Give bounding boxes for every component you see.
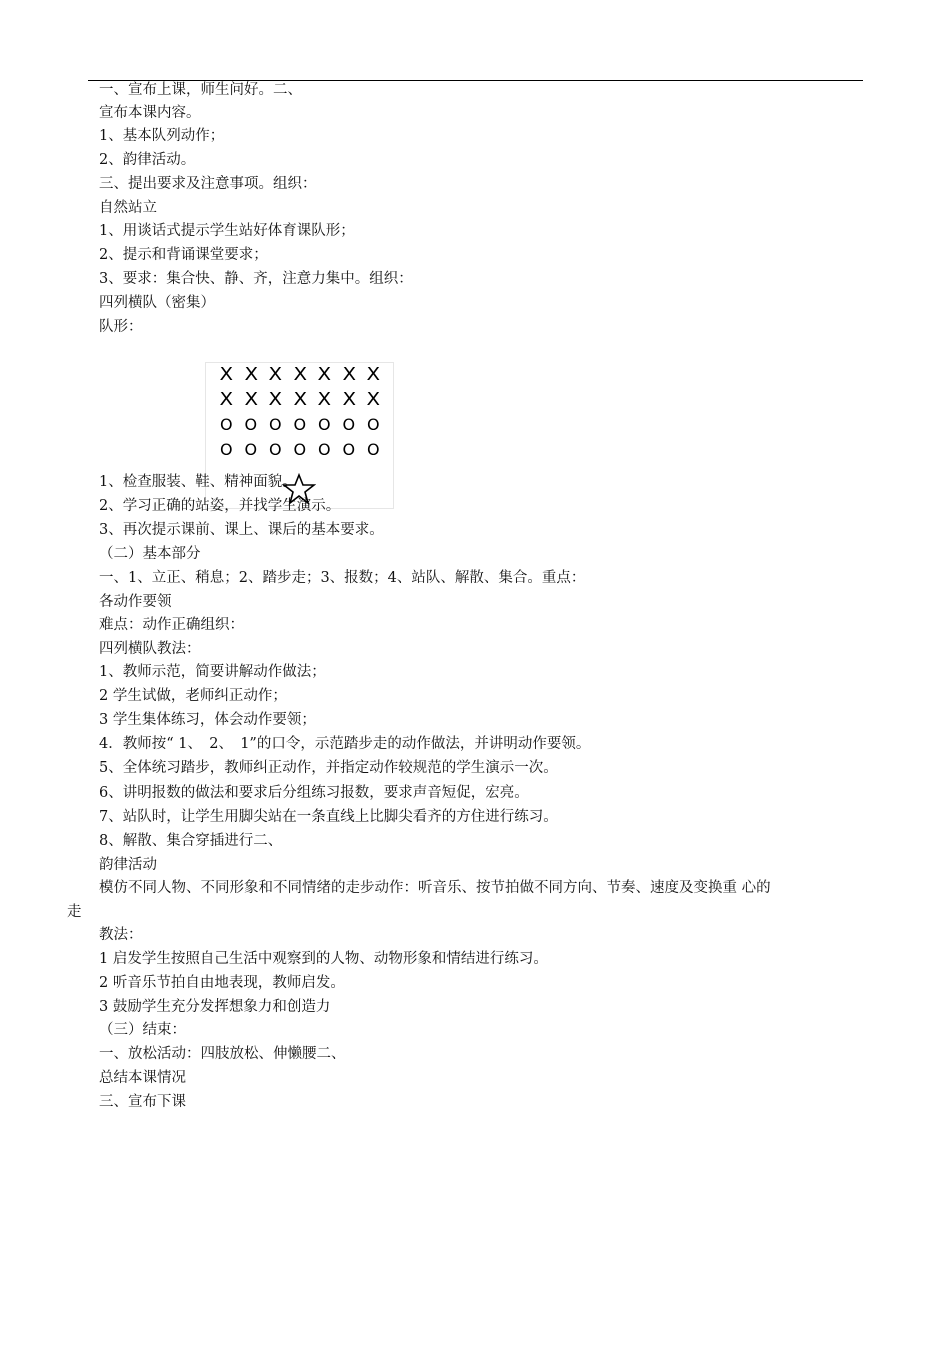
doc-line: 宣布本课内容。: [99, 105, 201, 121]
student-o-mark: O: [366, 440, 380, 459]
student-x-mark: X: [219, 389, 234, 410]
doc-line: 三、宣布下课: [99, 1094, 186, 1110]
doc-line: 6、讲明报数的做法和要求后分组练习报数，要求声音短促，宏亮。: [99, 785, 529, 801]
student-x-mark: X: [366, 364, 381, 385]
section-heading: （三）结束：: [99, 1022, 186, 1038]
student-o-mark: O: [366, 415, 380, 434]
doc-line: 队形：: [99, 319, 143, 335]
student-o-mark: O: [293, 440, 307, 459]
doc-line: 2、学习正确的站姿，并找学生演示。: [99, 498, 341, 514]
formation-row: [214, 365, 386, 385]
formation-row: [214, 440, 386, 460]
section-heading: （二）基本部分: [99, 546, 201, 562]
doc-line: 2 听音乐节拍自由地表现，教师启发。: [99, 975, 345, 991]
doc-line: 4．教师按“ 1、 2、 1”的口令，示范踏步走的动作做法，并讲明动作要领。: [99, 736, 591, 752]
doc-line: 难点：动作正确组织：: [99, 617, 244, 633]
student-x-mark: X: [366, 389, 381, 410]
doc-line: 四列横队教法：: [99, 641, 201, 657]
student-o-mark: O: [219, 440, 233, 459]
student-x-mark: X: [292, 364, 307, 385]
doc-line: 总结本课情况: [99, 1070, 186, 1086]
student-o-mark: O: [342, 440, 356, 459]
doc-line: 四列横队（密集）: [99, 295, 215, 311]
student-x-mark: X: [268, 364, 283, 385]
doc-line: 教法：: [99, 927, 143, 943]
student-x-mark: X: [243, 389, 258, 410]
formation-row: [214, 415, 386, 435]
student-o-mark: O: [244, 415, 258, 434]
doc-line: 8、解散、集合穿插进行二、: [99, 833, 283, 849]
student-o-mark: O: [293, 415, 307, 434]
doc-line: 2、提示和背诵课堂要求；: [99, 247, 268, 263]
doc-line: 一、放松活动：四肢放松、伸懒腰二、: [99, 1046, 346, 1062]
student-o-mark: O: [317, 415, 331, 434]
doc-line: 1、教师示范，简要讲解动作做法；: [99, 664, 326, 680]
doc-line: 1、基本队列动作；: [99, 128, 225, 144]
doc-line: 三、提出要求及注意事项。组织：: [99, 176, 317, 192]
doc-line: 走: [67, 904, 82, 920]
student-x-mark: X: [292, 389, 307, 410]
doc-line: 3、再次提示课前、课上、课后的基本要求。: [99, 522, 384, 538]
doc-line: 韵律活动: [99, 857, 157, 873]
student-x-mark: X: [341, 389, 356, 410]
student-o-mark: O: [317, 440, 331, 459]
student-o-mark: O: [219, 415, 233, 434]
doc-line: 1 启发学生按照自己生活中观察到的人物、动物形象和情结进行练习。: [99, 951, 548, 967]
student-x-mark: X: [341, 364, 356, 385]
student-x-mark: X: [243, 364, 258, 385]
student-x-mark: X: [317, 389, 332, 410]
student-x-mark: X: [219, 364, 234, 385]
doc-line: 3 鼓励学生充分发挥想象力和创造力: [99, 999, 331, 1015]
student-o-mark: O: [342, 415, 356, 434]
doc-line: 5、全体统习踏步，教师纠正动作，并指定动作较规范的学生演示一次。: [99, 760, 558, 776]
doc-line: 一、1、立正、稍息；2、踏步走；3、报数；4、站队、解散、集合。重点：: [99, 570, 586, 586]
star-icon: [282, 473, 316, 505]
doc-line: 各动作要领: [99, 594, 172, 610]
doc-line: 1、检查服装、鞋、精神面貌。: [99, 474, 297, 490]
doc-line: 自然站立: [99, 200, 157, 216]
doc-line: 3 学生集体练习，体会动作要领；: [99, 712, 316, 728]
student-o-mark: O: [268, 440, 282, 459]
doc-line: 2 学生试做，老师纠正动作；: [99, 688, 287, 704]
doc-line: 一、宣布上课，师生问好。二、: [99, 82, 302, 98]
student-o-mark: O: [268, 415, 282, 434]
doc-line: 1、用谈话式提示学生站好体育课队形；: [99, 223, 355, 239]
doc-line: 7、站队时，让学生用脚尖站在一条直线上比脚尖看齐的方住进行练习。: [99, 809, 558, 825]
student-x-mark: X: [268, 389, 283, 410]
student-o-mark: O: [244, 440, 258, 459]
student-x-mark: X: [317, 364, 332, 385]
doc-line: 3、要求：集合快、静、齐，注意力集中。组织：: [99, 271, 413, 287]
formation-row: [214, 390, 386, 410]
doc-line: 2、韵律活动。: [99, 152, 196, 168]
doc-line: 模仿不同人物、不同形象和不同情绪的走步动作：听音乐、按节拍做不同方向、节奏、速度及变换重 心的: [99, 880, 771, 896]
